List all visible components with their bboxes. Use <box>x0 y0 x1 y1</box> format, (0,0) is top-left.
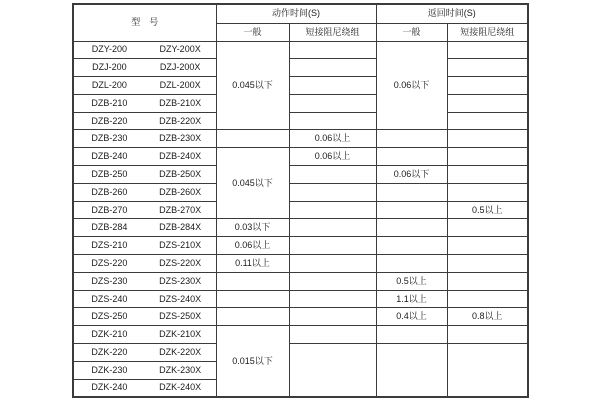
table-row <box>73 290 528 308</box>
return-damping-cell <box>447 290 528 308</box>
table-row <box>73 308 528 326</box>
model-x-variant: DZB-210X <box>159 97 202 108</box>
action-general-cell: 0.045以下 <box>216 148 289 219</box>
header-action-damping: 短接阻尼绕组 <box>289 23 376 41</box>
table-row <box>73 112 528 130</box>
model-base: DZK-240 <box>91 382 128 393</box>
model-cell <box>73 344 216 362</box>
return-damping-cell <box>447 183 528 201</box>
return-damping-cell <box>447 255 528 273</box>
header-action-general: 一般 <box>216 23 289 41</box>
model-base: DZS-250 <box>91 311 128 322</box>
model-x-variant: DZK-210X <box>159 329 202 340</box>
return-damping-cell <box>447 41 528 59</box>
table-row <box>73 130 528 148</box>
model-x-variant: DZB-230X <box>159 133 202 144</box>
return-general-cell: 0.06以下 <box>376 166 447 184</box>
model-cell <box>73 41 216 59</box>
table-row <box>73 183 528 201</box>
action-damping-cell <box>289 255 376 273</box>
return-damping-cell <box>447 59 528 77</box>
action-general-cell: 0.015以下 <box>216 326 289 397</box>
action-damping-cell <box>289 219 376 237</box>
return-damping-cell <box>447 112 528 130</box>
model-cell <box>73 166 216 184</box>
model-base: DZB-220 <box>91 115 128 126</box>
model-cell <box>73 94 216 112</box>
model-x-variant: DZL-200X <box>159 79 201 90</box>
action-damping-cell <box>289 112 376 130</box>
return-general-cell <box>376 255 447 273</box>
table-row <box>73 148 528 166</box>
model-base: DZS-220 <box>91 257 128 268</box>
model-cell <box>73 183 216 201</box>
spec-table <box>72 3 529 398</box>
return-general-cell <box>376 344 447 397</box>
action-general-cell <box>216 290 289 308</box>
header-return-time: 返回时间(S) <box>376 4 528 23</box>
action-damping-cell <box>289 183 376 201</box>
action-damping-cell: 0.06以上 <box>289 148 376 166</box>
model-x-variant: DZS-250X <box>159 311 202 322</box>
model-cell <box>73 290 216 308</box>
model-x-variant: DZB-284X <box>159 222 202 233</box>
model-base: DZB-284 <box>91 222 128 233</box>
model-cell <box>73 379 216 397</box>
model-base: DZL-200 <box>91 79 127 90</box>
action-damping-cell <box>289 272 376 290</box>
return-damping-cell <box>447 166 528 184</box>
return-damping-cell <box>447 130 528 148</box>
return-general-cell <box>376 183 447 201</box>
model-x-variant: DZB-240X <box>159 151 202 162</box>
return-general-cell: 1.1以上 <box>376 290 447 308</box>
model-cell <box>73 326 216 344</box>
action-damping-cell <box>289 201 376 219</box>
return-general-cell: 0.06以下 <box>376 41 447 130</box>
action-damping-cell <box>289 344 376 397</box>
table-row <box>73 344 528 362</box>
return-general-cell <box>376 148 447 166</box>
return-general-cell <box>376 130 447 148</box>
model-cell <box>73 59 216 77</box>
action-general-cell <box>216 308 289 326</box>
model-x-variant: DZK-240X <box>159 382 202 393</box>
model-base: DZB-240 <box>91 151 128 162</box>
table-row <box>73 77 528 95</box>
model-x-variant: DZB-250X <box>159 168 202 179</box>
table-row <box>73 326 528 344</box>
model-cell <box>73 237 216 255</box>
action-general-cell: 0.045以下 <box>216 41 289 130</box>
return-general-cell <box>376 326 447 344</box>
model-cell <box>73 112 216 130</box>
return-damping-cell <box>447 148 528 166</box>
model-cell <box>73 308 216 326</box>
action-damping-cell <box>289 290 376 308</box>
model-cell <box>73 272 216 290</box>
table-row <box>73 219 528 237</box>
model-cell <box>73 255 216 273</box>
return-damping-cell <box>447 219 528 237</box>
return-damping-cell <box>447 77 528 95</box>
model-x-variant: DZS-240X <box>159 293 202 304</box>
table-row <box>73 41 528 59</box>
action-damping-cell <box>289 166 376 184</box>
return-damping-cell <box>447 326 528 344</box>
model-x-variant: DZB-260X <box>159 186 202 197</box>
return-damping-cell <box>447 272 528 290</box>
model-base: DZS-240 <box>91 293 128 304</box>
model-cell <box>73 148 216 166</box>
action-damping-cell <box>289 237 376 255</box>
model-x-variant: DZS-210X <box>159 240 202 251</box>
action-damping-cell: 0.06以上 <box>289 130 376 148</box>
return-general-cell <box>376 201 447 219</box>
model-x-variant: DZB-270X <box>159 204 202 215</box>
action-general-cell: 0.06以上 <box>216 237 289 255</box>
model-base: DZB-270 <box>91 204 128 215</box>
model-base: DZK-230 <box>91 364 128 375</box>
return-general-cell: 0.5以上 <box>376 272 447 290</box>
header-return-damping: 短接阻尼绕组 <box>447 23 528 41</box>
header-action-time: 动作时间(S) <box>216 4 376 23</box>
action-general-cell <box>216 130 289 148</box>
header-model: 型 号 <box>73 4 216 41</box>
action-damping-cell <box>289 326 376 344</box>
model-base: DZB-250 <box>91 168 128 179</box>
model-base: DZK-210 <box>91 329 128 340</box>
action-damping-cell <box>289 308 376 326</box>
table-row <box>73 237 528 255</box>
model-cell <box>73 201 216 219</box>
return-general-cell: 0.4以上 <box>376 308 447 326</box>
action-general-cell: 0.03以下 <box>216 219 289 237</box>
model-x-variant: DZB-220X <box>159 115 202 126</box>
table-row <box>73 201 528 219</box>
table-row <box>73 255 528 273</box>
action-general-cell: 0.11以上 <box>216 255 289 273</box>
model-cell <box>73 130 216 148</box>
model-x-variant: DZS-220X <box>159 257 202 268</box>
model-base: DZS-210 <box>91 240 128 251</box>
return-general-cell <box>376 237 447 255</box>
table-row <box>73 94 528 112</box>
model-base: DZY-200 <box>91 44 127 55</box>
model-base: DZS-230 <box>91 275 128 286</box>
table-row <box>73 272 528 290</box>
model-base: DZK-220 <box>91 346 128 357</box>
model-x-variant: DZK-230X <box>159 364 202 375</box>
return-damping-cell <box>447 94 528 112</box>
model-base: DZB-260 <box>91 186 128 197</box>
action-general-cell <box>216 272 289 290</box>
return-general-cell <box>376 219 447 237</box>
model-x-variant: DZJ-200X <box>159 62 201 73</box>
action-damping-cell <box>289 41 376 59</box>
model-x-variant: DZS-230X <box>159 275 202 286</box>
header-return-general: 一般 <box>376 23 447 41</box>
model-base: DZB-230 <box>91 133 128 144</box>
table-row <box>73 59 528 77</box>
model-base: DZJ-200 <box>92 62 127 73</box>
model-x-variant: DZK-220X <box>159 346 202 357</box>
return-damping-cell: 0.8以上 <box>447 308 528 326</box>
return-damping-cell: 0.5以上 <box>447 201 528 219</box>
table-row <box>73 166 528 184</box>
return-damping-cell <box>447 344 528 397</box>
action-damping-cell <box>289 94 376 112</box>
model-cell <box>73 361 216 379</box>
model-cell <box>73 77 216 95</box>
action-damping-cell <box>289 59 376 77</box>
model-cell <box>73 219 216 237</box>
return-damping-cell <box>447 237 528 255</box>
model-x-variant: DZY-200X <box>159 44 201 55</box>
model-base: DZB-210 <box>91 97 128 108</box>
action-damping-cell <box>289 77 376 95</box>
